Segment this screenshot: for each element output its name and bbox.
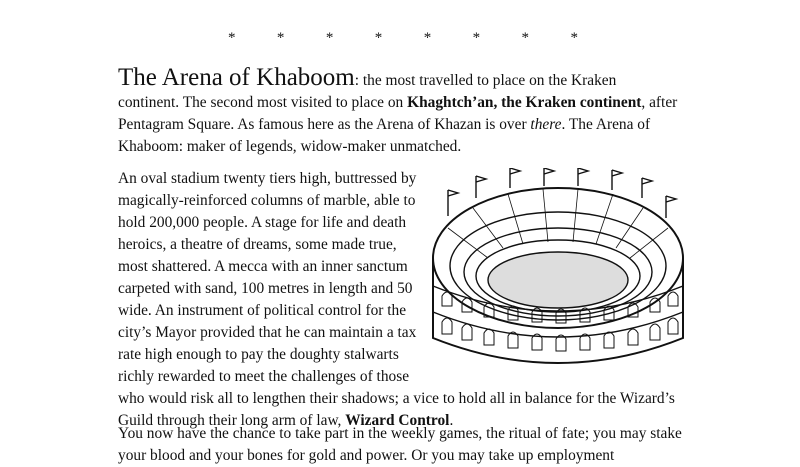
separator-star: *: [276, 30, 285, 46]
separator-star: *: [374, 30, 383, 46]
intro-text-3: . The Arena of Khaboom: maker of legends, widow-maker unmatched.: [118, 116, 651, 155]
intro-text-2: , after Pentagram Square. As famous here as the Arena of Khazan is over: [118, 94, 678, 133]
flag-poles: [448, 168, 676, 218]
intro-paragraph: [118, 64, 678, 158]
separator-star: *: [228, 30, 236, 46]
separator-star: *: [521, 30, 530, 46]
separator-star: *: [423, 30, 432, 46]
games-paragraph: You now have the chance to take part in the weekly games, the ritual of fate; you may stake your blood and your bones for gold and power. Or you may take up employment: [118, 425, 682, 464]
description-paragraph: [118, 168, 688, 432]
description-text: An oval stadium twenty tiers high, buttressed by magically-reinforced columns of marble, able to hold 200,000 people. A stage for life and death heroics, a theatre of dreams, some made true, most shattered. A mecca with an inner sanctum carpeted with sand, 100 metres in length and 50 wide. An instrument of political control for the city’s Mayor provided that he can maintain a tax rate high enough to pay the doughty stalwarts richly rewarded to meet the challenges of those who would risk all to lengthen their shadows; a vice to hold all in balance for the Wizard’s Guild through their long arm of law,: [118, 170, 675, 429]
section-separator: [228, 30, 578, 47]
separator-star: *: [570, 30, 578, 46]
separator-star: *: [325, 30, 334, 46]
wizard-control: Wizard Control: [345, 412, 450, 429]
intro-text-1: : the most travelled to place on the Kraken continent. The second most visited to place on: [118, 72, 617, 111]
separator-star: *: [472, 30, 481, 46]
arena-title: The Arena of Khaboom: [118, 64, 355, 91]
continent-name: Khaghtch’an, the Kraken continent: [407, 94, 642, 111]
description-end: .: [449, 412, 454, 429]
there-emphasis: there: [530, 116, 562, 133]
arena-illustration: [428, 168, 688, 366]
